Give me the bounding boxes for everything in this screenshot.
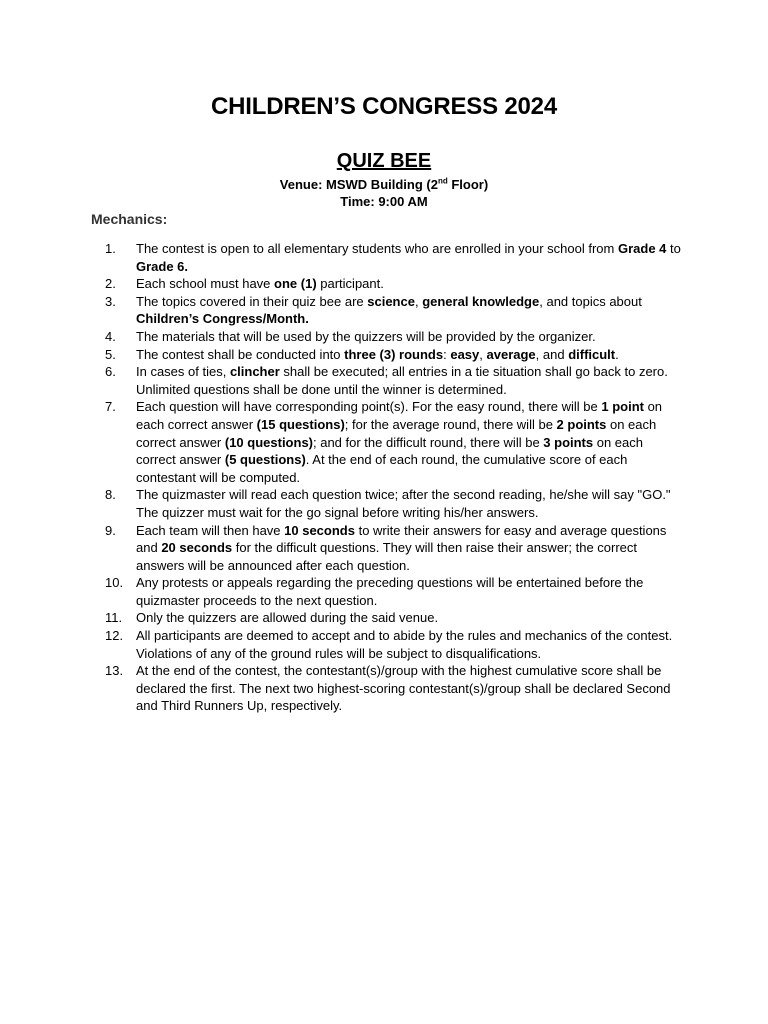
text-run: ; and for the difficult round, there will be [313,434,544,450]
list-item-text [136,662,685,715]
mechanics-heading: Mechanics: [91,211,168,227]
list-item-number: 13. [105,663,124,679]
bold-text: Grade 4 [617,241,667,256]
list-item-text [136,240,685,275]
bold-text: Children’s Congress/Month. [136,311,309,327]
list-item [105,398,685,486]
list-item-number: 4. [105,328,116,344]
text-run: on each correct answer [136,434,643,468]
venue-text: Venue: MSWD Building (2 [279,177,438,192]
venue-superscript: nd [437,176,448,186]
text-run: The contest is open to all elementary students who are enrolled in your school from [136,241,618,256]
bold-text: three (3) rounds [344,346,444,362]
bold-text: (10 questions) [224,434,313,450]
list-item-text [136,398,685,486]
text-run: In cases of ties, [136,364,230,380]
list-item-number: 8. [105,487,116,503]
text-run: participant. [316,276,384,292]
text-run: on each correct answer [136,399,663,432]
text-run: for the difficult questions. They will then raise their answer; the correct answers will be announced after each question. [136,540,638,573]
list-item-text [136,363,685,398]
text-run: The contest shall be conducted into [136,346,345,362]
venue-line [0,177,768,192]
bold-text: 2 points [556,416,607,432]
venue-text-end: Floor) [447,177,489,192]
list-item [105,486,685,521]
bold-text: general knowledge [422,293,540,309]
bold-text: 1 point [601,399,644,415]
list-item-number: 11. [105,610,123,626]
bold-text: difficult [568,346,616,362]
list-item-text [136,275,685,293]
text-run: . At the end of each round, the cumulative score of each contestant will be computed. [136,452,628,485]
list-item-number: 7. [105,399,116,415]
list-item [105,293,685,328]
bold-text: 20 seconds [161,540,233,556]
bold-text: 10 seconds [284,522,355,538]
list-item-number: 10. [105,575,124,591]
list-item [105,240,685,275]
list-item-number: 5. [105,346,116,362]
list-item-text [136,609,685,627]
text-run: The topics covered in their quiz bee are [136,293,368,309]
text-run: The quizmaster will read each question twice; after the second reading, he/she will say "GO." The quizzer must wait for the go signal before writing his/her answers. [136,487,671,520]
mechanics-list [105,240,685,715]
bold-text: easy [450,346,480,362]
list-item-number: 1. [105,241,116,256]
list-item [105,609,685,627]
text-run: , and [535,346,569,362]
list-item-text [136,522,685,575]
list-item-text [136,486,685,521]
list-item-number: 2. [105,276,116,292]
list-item-text [136,627,685,662]
text-run: Each question will have corresponding point(s). For the easy round, there will be [136,399,602,415]
bold-text: (5 questions) [224,452,306,468]
bold-text: (15 questions) [256,416,345,432]
list-item [105,275,685,293]
bold-text: average [486,346,536,362]
list-item-text [136,346,685,364]
text-run: Each school must have [136,276,275,292]
list-item [105,627,685,662]
document-subtitle: QUIZ BEE [336,150,432,172]
text-run: to write their answers for easy and average questions and [136,522,667,556]
document-title: CHILDREN’S CONGRESS 2024 [211,93,557,120]
text-run: At the end of the contest, the contestant(s)/group with the highest cumulative score shall be declared the first. The next two highest-scoring contestant(s)/group shall be declared Second and Third Runners Up, respectively. [136,663,671,714]
text-run: on each correct answer [136,416,657,450]
list-item-text [136,293,685,328]
text-run: , [479,346,487,362]
bold-text: Grade 6. [136,258,189,274]
text-run: Any protests or appeals regarding the preceding questions will be entertained before the quizmaster proceeds to the next question. [136,575,644,608]
list-item-text [136,328,685,346]
list-item-number: 6. [105,364,116,380]
list-item-text [136,574,685,609]
text-run: The materials that will be used by the quizzers will be provided by the organizer. [136,328,596,344]
list-item [105,328,685,346]
text-run: All participants are deemed to accept and to abide by the rules and mechanics of the contest. Violations of any of the ground rules will be subject to disqualifications. [136,628,673,661]
list-item [105,346,685,364]
bold-text: 3 points [543,434,594,450]
text-run: , and topics about [539,293,642,309]
list-item [105,363,685,398]
text-run: , [414,293,423,309]
list-item-number: 3. [105,293,116,309]
text-run: Each team will then have [136,522,285,538]
text-run: shall be executed; all entries in a tie situation shall go back to zero. Unlimited questions shall be done until the winner is determined. [136,364,668,397]
text-run: . [615,346,619,362]
list-item [105,574,685,609]
list-item-number: 12. [105,628,124,644]
list-item [105,662,685,715]
bold-text: clincher [229,364,280,380]
list-item-number: 9. [105,522,116,538]
list-item [105,522,685,575]
bold-text: science [367,293,415,309]
bold-text: one (1) [274,276,317,292]
text-run: Only the quizzers are allowed during the said venue. [136,610,439,626]
text-run: to [666,241,681,256]
time-line: Time: 9:00 AM [340,194,428,209]
text-run: ; for the average round, there will be [344,416,557,432]
text-run: : [443,346,451,362]
